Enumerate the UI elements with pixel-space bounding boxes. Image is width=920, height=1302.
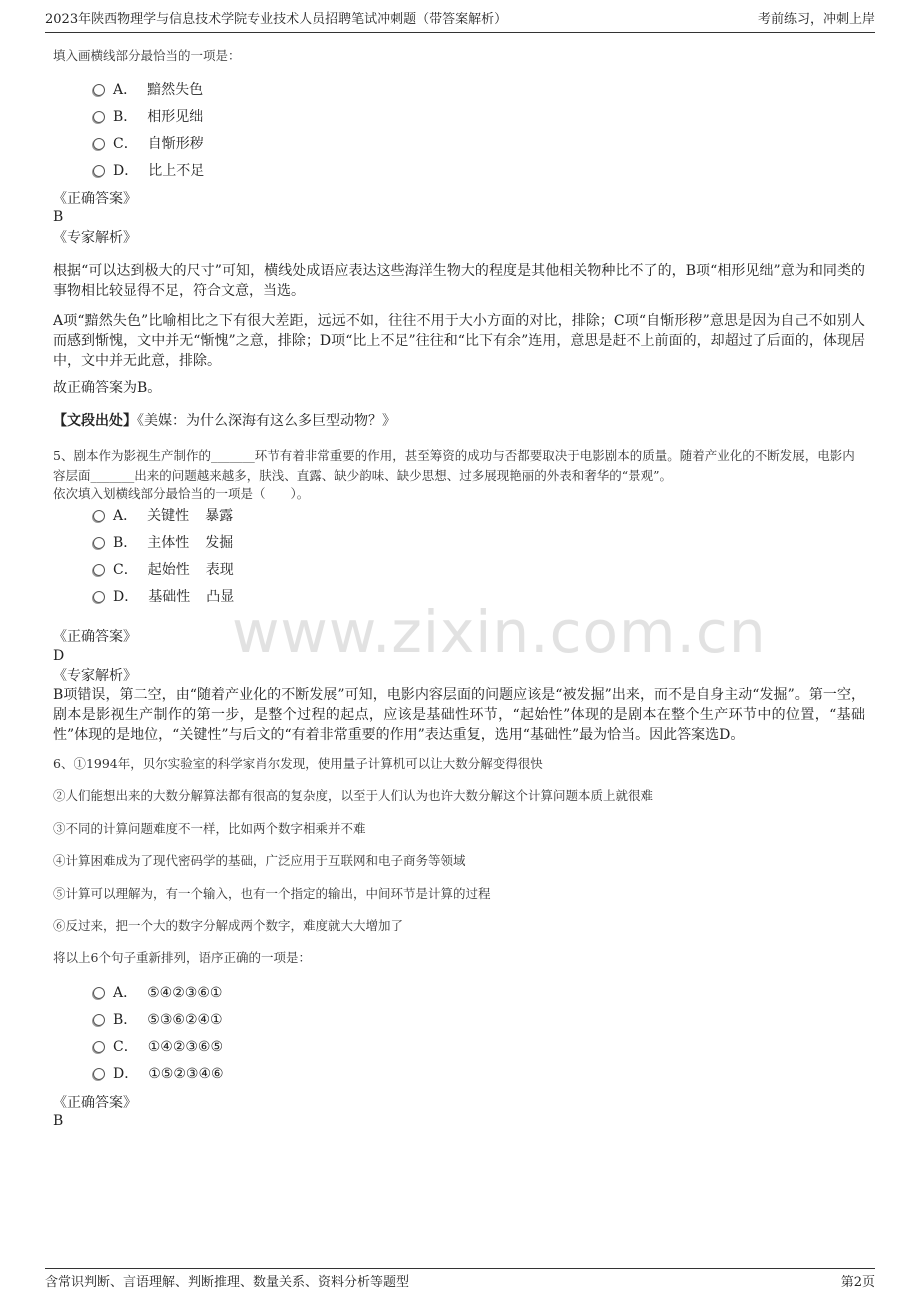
source-tag: 【文段出处】: [53, 413, 137, 429]
q5-stem: 5、剧本作为影视生产制作的_______环节有着非常重要的作用，甚至筹资的成功与否都要取决于电影剧本的质量。随着产业化的不断发展，电影内容层面_______出来的问题越来越多，肤浅、直露、缺少韵味、缺少思想、过多展现艳丽的外表和奢华的“景观”。: [53, 448, 855, 483]
page-header: [45, 8, 875, 33]
radio-icon[interactable]: [93, 1041, 105, 1053]
q6-option-b[interactable]: B． ⑤③⑥②④①: [93, 1010, 223, 1030]
q6-option-d[interactable]: D． ①⑤②③④⑥: [93, 1064, 224, 1084]
q4-option-d[interactable]: D． 比上不足: [93, 161, 204, 181]
q6-sentence-2: ②人们能想出来的大数分解算法都有很高的复杂度，以至于人们认为也许大数分解这个计算问题本质上就很难: [53, 788, 654, 803]
q6-answer: B: [53, 1113, 64, 1129]
q6-option-a[interactable]: A． ⑤④②③⑥①: [93, 983, 222, 1003]
q6-prompt: 将以上6个句子重新排列，语序正确的一项是：: [53, 950, 311, 965]
radio-icon[interactable]: [93, 165, 105, 177]
q6-sentence-1: 6、①1994年，贝尔实验室的科学家肖尔发现，使用量子计算机可以让大数分解变得很快: [53, 756, 543, 771]
radio-icon[interactable]: [93, 537, 105, 549]
document-title: 2023年陕西物理学与信息技术学院专业技术人员招聘笔试冲刺题（带答案解析）: [45, 12, 508, 27]
radio-icon[interactable]: [93, 987, 105, 999]
watermark: www.zixin.com.cn: [232, 598, 767, 666]
q6-sentence-4: ④计算困难成为了现代密码学的基础，广泛应用于互联网和电子商务等领域: [53, 853, 466, 868]
q4-analysis-label: 《专家解析》: [53, 230, 137, 246]
q4-option-c[interactable]: C． 自惭形秽: [93, 134, 204, 154]
q5-analysis-label: 《专家解析》: [53, 668, 137, 684]
q6-sentence-3: ③不同的计算问题难度不一样，比如两个数字相乘并不难: [53, 821, 366, 836]
q4-source: [53, 411, 865, 431]
q4-answer-label: 《正确答案》: [53, 191, 137, 207]
q4-prompt: 填入画横线部分最恰当的一项是：: [53, 48, 241, 63]
radio-icon[interactable]: [93, 564, 105, 576]
source-title: 《美媒：为什么深海有这么多巨型动物？》: [137, 413, 396, 429]
q6-answer-label: 《正确答案》: [53, 1095, 137, 1111]
q5-answer: D: [53, 648, 65, 664]
page-footer: [45, 1268, 875, 1295]
radio-icon[interactable]: [93, 1014, 105, 1026]
q4-option-a[interactable]: A． 黯然失色: [93, 80, 203, 100]
q5-option-d[interactable]: D． 基础性 凸显: [93, 587, 234, 607]
q5-option-a[interactable]: A． 关键性 暴露: [93, 506, 233, 526]
q5-option-c[interactable]: C． 起始性 表现: [93, 560, 234, 580]
q4-analysis-p3: 故正确答案为B。: [53, 380, 162, 396]
q4-analysis-p2: A项“黯然失色”比喻相比之下有很大差距，远远不如，往往不用于大小方面的对比，排除；C项“自惭形秽”意思是因为自己不如别人而感到惭愧，文中并无“惭愧”之意，排除；D项“比上不足”往往和“比下有余”连用，意思是赶不上前面的，却超过了后面的，体现居中，文中并无此意，排除。: [53, 313, 865, 369]
q4-option-b[interactable]: B． 相形见绌: [93, 107, 203, 127]
radio-icon[interactable]: [93, 111, 105, 123]
page-number: 第2页: [840, 1275, 875, 1290]
q5-option-b[interactable]: B． 主体性 发掘: [93, 533, 233, 553]
q6-sentence-6: ⑥反过来，把一个大的数字分解成两个数字，难度就大大增加了: [53, 918, 404, 933]
q6-option-c[interactable]: C． ①④②③⑥⑤: [93, 1037, 223, 1057]
q5-prompt: 依次填入划横线部分最恰当的一项是（ ）。: [53, 486, 310, 501]
radio-icon[interactable]: [93, 138, 105, 150]
q5-answer-label: 《正确答案》: [53, 629, 137, 645]
q5-analysis: B项错误，第二空，由“随着产业化的不断发展”可知，电影内容层面的问题应该是“被发掘”出来，而不是自身主动“发掘”。第一空，剧本是影视生产制作的第一步，是整个过程的起点，应该是基础性环节，“起始性”体现的是剧本在整个生产环节中的位置，“基础性”体现的是地位，“关键性”与后文的“有着非常重要的作用”表达重复，选用“基础性”最为恰当。因此答案选D。: [53, 687, 865, 743]
q4-analysis-p1: 根据“可以达到极大的尺寸”可知，横线处成语应表达这些海洋生物大的程度是其他相关物种比不了的，B项“相形见绌”意为和同类的事物相比较显得不足，符合文意，当选。: [53, 263, 865, 299]
q6-sentence-5: ⑤计算可以理解为，有一个输入，也有一个指定的输出，中间环节是计算的过程: [53, 886, 491, 901]
footer-subjects: 含常识判断、言语理解、判断推理、数量关系、资料分析等题型: [45, 1275, 410, 1290]
radio-icon[interactable]: [93, 84, 105, 96]
radio-icon[interactable]: [93, 510, 105, 522]
radio-icon[interactable]: [93, 1068, 105, 1080]
header-slogan: 考前练习，冲刺上岸: [757, 12, 875, 27]
q4-answer: B: [53, 209, 64, 225]
radio-icon[interactable]: [93, 591, 105, 603]
